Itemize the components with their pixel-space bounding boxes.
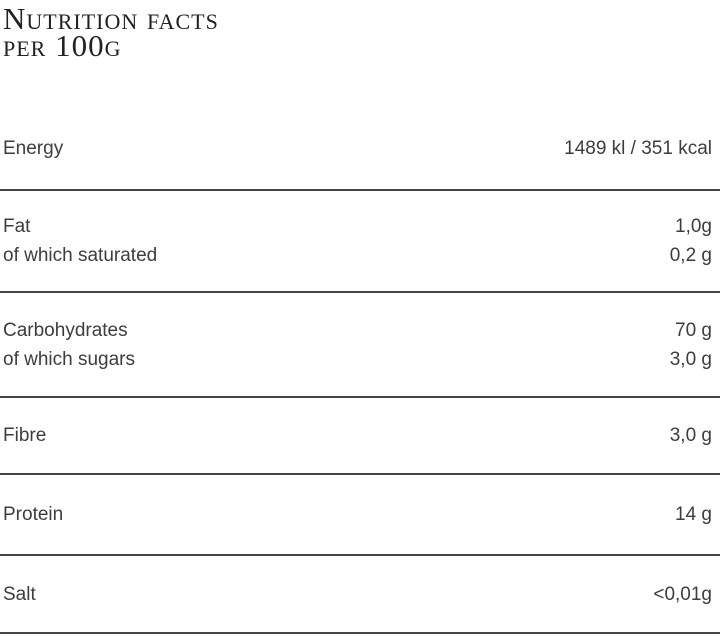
table-row xyxy=(0,59,720,189)
label-header xyxy=(0,0,720,63)
nutrient-label: Energy xyxy=(3,138,64,159)
nutrient-label: Fat xyxy=(3,216,31,237)
nutrient-value: 3,0 g xyxy=(669,348,712,370)
table-row xyxy=(0,191,720,291)
table-row-line xyxy=(3,316,712,345)
nutrient-value: 14 g xyxy=(675,504,712,525)
nutrient-label: Carbohydrates xyxy=(3,319,128,341)
nutrient-label: Salt xyxy=(3,583,36,605)
nutrient-value: 1,0g xyxy=(675,216,712,237)
table-row-line xyxy=(3,241,712,270)
table-row-line xyxy=(3,500,712,529)
row-separator xyxy=(0,632,720,634)
nutrient-label: of which sugars xyxy=(3,348,136,370)
table-row-line xyxy=(3,421,712,450)
page-title: Nutrition facts xyxy=(3,1,219,36)
table-row xyxy=(0,475,720,554)
nutrient-value: 70 g xyxy=(675,319,712,341)
nutrient-label: Fibre xyxy=(3,425,47,446)
table-row xyxy=(0,556,720,632)
table-row-line xyxy=(3,580,712,609)
nutrient-value: <0,01g xyxy=(653,583,712,605)
page-subtitle: per 100g xyxy=(3,28,122,63)
table-row-line xyxy=(3,345,712,374)
nutrient-label: Protein xyxy=(3,504,64,525)
nutrient-value: 1489 kl / 351 kcal xyxy=(564,138,712,159)
nutrient-label: of which saturated xyxy=(3,245,158,266)
table-row xyxy=(0,293,720,396)
table-row-line xyxy=(3,134,712,163)
nutrient-value: 0,2 g xyxy=(669,245,712,266)
table-row xyxy=(0,398,720,473)
nutrition-table xyxy=(0,59,720,634)
table-row-line xyxy=(3,212,712,241)
nutrient-value: 3,0 g xyxy=(669,425,712,446)
